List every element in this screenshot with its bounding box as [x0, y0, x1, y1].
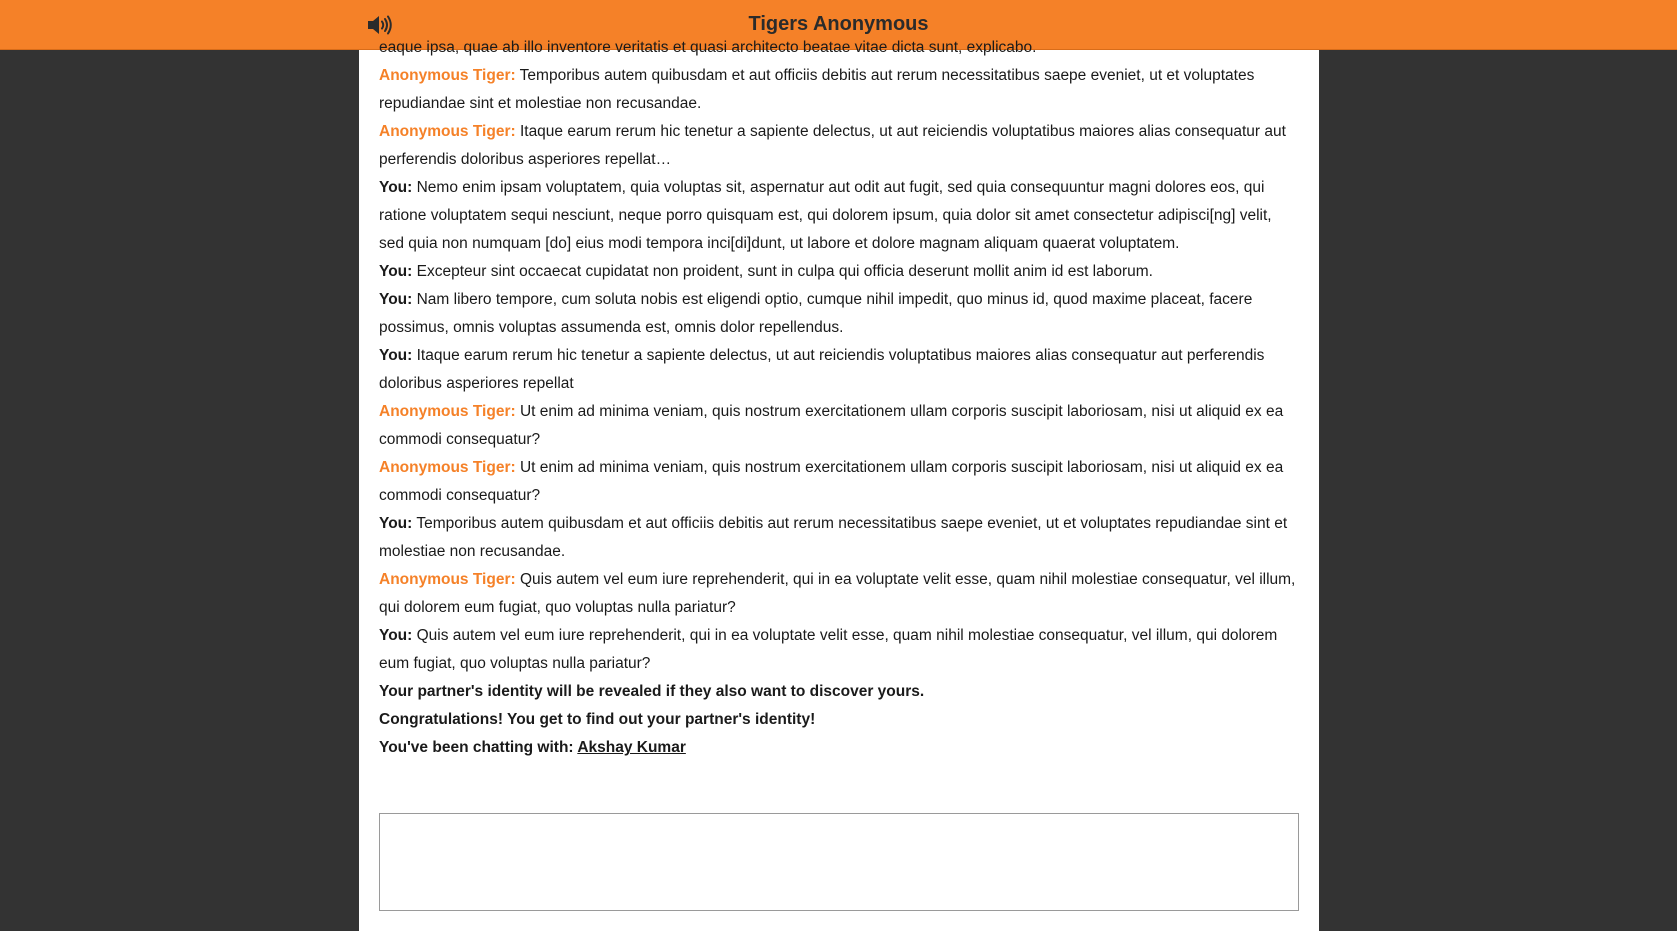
sender-you: You: — [379, 179, 413, 196]
partial-message: eaque ipsa, quae ab illo inventore veritatis et quasi architecto beatae vitae dicta sunt, explicabo. — [379, 39, 1037, 56]
partner-name-link[interactable]: Akshay Kumar — [577, 739, 686, 756]
message-text: Nemo enim ipsam voluptatem, quia voluptas sit, aspernatur aut odit aut fugit, sed quia consequuntur magni dolores eos, qui ratione voluptatem sequi nesciunt, neque porro quisquam est, qui dolorem ipsum, quia dolor sit amet consectetur adipisci[ng] velit, sed quia non numquam [do] eius modi tempora inci[di]dunt, ut labore et dolore magnam aliquam quaerat voluptatem. — [379, 179, 1272, 252]
sender-anonymous-tiger: Anonymous Tiger: — [379, 571, 516, 588]
chat-message — [379, 118, 1299, 174]
sender-anonymous-tiger: Anonymous Tiger: — [379, 459, 516, 476]
chat-message — [379, 342, 1299, 398]
chat-message — [379, 286, 1299, 342]
chat-message — [379, 622, 1299, 678]
sender-you: You: — [379, 291, 413, 308]
message-text: Itaque earum rerum hic tenetur a sapiente delectus, ut aut reiciendis voluptatibus maiores alias consequatur aut perferendis doloribus asperiores repellat… — [379, 123, 1286, 168]
sender-you: You: — [379, 347, 413, 364]
message-text: Quis autem vel eum iure reprehenderit, qui in ea voluptate velit esse, quam nihil molestiae consequatur, vel illum, qui dolorem eum fugiat, quo voluptas nulla pariatur? — [379, 627, 1278, 672]
message-text: Ut enim ad minima veniam, quis nostrum exercitationem ullam corporis suscipit laboriosam, nisi ut aliquid ex ea commodi consequatur? — [379, 459, 1284, 504]
message-text: Excepteur sint occaecat cupidatat non proident, sunt in culpa qui officia deserunt mollit anim id est laborum. — [416, 263, 1153, 280]
sender-you: You: — [379, 263, 413, 280]
sender-you: You: — [379, 627, 413, 644]
message-text: Quis autem vel eum iure reprehenderit, qui in ea voluptate velit esse, quam nihil molestiae consequatur, vel illum, qui dolorem eum fugiat, quo voluptas nulla pariatur? — [379, 571, 1296, 616]
chat-message — [379, 174, 1299, 258]
chat-panel — [359, 39, 1319, 931]
reveal-notice: Your partner's identity will be revealed if they also want to discover yours. — [379, 683, 925, 700]
sender-anonymous-tiger: Anonymous Tiger: — [379, 67, 516, 84]
sender-anonymous-tiger: Anonymous Tiger: — [379, 403, 516, 420]
chat-message — [379, 258, 1299, 286]
chat-log[interactable] — [379, 39, 1299, 780]
chat-message — [379, 62, 1299, 118]
message-text: Nam libero tempore, cum soluta nobis est eligendi optio, cumque nihil impedit, quo minus id, quod maxime placeat, facere possimus, omnis voluptas assumenda est, omnis dolor repellendus. — [379, 291, 1253, 336]
message-text: Temporibus autem quibusdam et aut officiis debitis aut rerum necessitatibus saepe eveniet, ut et voluptates repudiandae sint et molestiae non recusandae. — [379, 67, 1255, 112]
sender-you: You: — [379, 515, 413, 532]
chat-message — [379, 454, 1299, 510]
message-text: Itaque earum rerum hic tenetur a sapiente delectus, ut aut reiciendis voluptatibus maiores alias consequatur aut perferendis doloribus asperiores repellat — [379, 347, 1265, 392]
congrats-message: Congratulations! You get to find out your partner's identity! — [379, 711, 816, 728]
chatting-with-label: You've been chatting with: — [379, 739, 574, 756]
message-input[interactable] — [379, 813, 1299, 911]
message-text: Temporibus autem quibusdam et aut officiis debitis aut rerum necessitatibus saepe eveniet, ut et voluptates repudiandae sint et molestiae non recusandae. — [379, 515, 1288, 560]
chat-message — [379, 398, 1299, 454]
app-title: Tigers Anonymous — [748, 13, 929, 35]
chat-message — [379, 510, 1299, 566]
sender-anonymous-tiger: Anonymous Tiger: — [379, 123, 516, 140]
message-text: Ut enim ad minima veniam, quis nostrum exercitationem ullam corporis suscipit laboriosam, nisi ut aliquid ex ea commodi consequatur? — [379, 403, 1284, 448]
chat-message — [379, 566, 1299, 622]
chatting-with-line — [379, 734, 1299, 762]
